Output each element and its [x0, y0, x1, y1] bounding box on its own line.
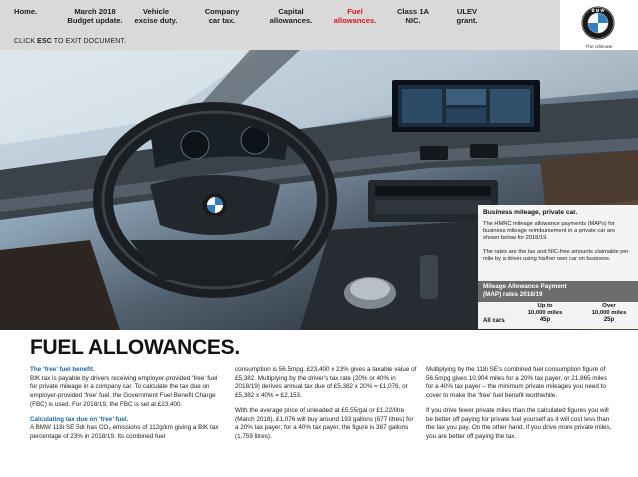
section-heading: Calculating tax due on ‘free’ fuel. [30, 415, 129, 423]
nav-ulev-grant[interactable]: ULEV grant. [456, 7, 478, 25]
rate-value: 25p [603, 317, 615, 323]
body-text: With the average price of unleaded at £5.55/gal or £1.22/litre (March 2018), £1,076 will buy around 193 gallons (877 litres) for a 20% tax payer; for a 40% tax payer, the figure is 387 gallons (1,759 litres). [235, 406, 414, 440]
rate-table-title: Mileage Allowance Payment (MAP) rates 2018/19 [483, 283, 567, 298]
body-text: If you drive fewer private miles than the calculated figures you will be better off paying for private fuel yourself as it will cost less than the tax you pay. On the other hand, if you drive more private miles, you are better off paying the tax. [426, 406, 612, 440]
page-title: FUEL ALLOWANCES. [30, 336, 240, 359]
nav-company-car-tax[interactable]: Company car tax. [204, 7, 240, 25]
body-text: BIK tax is payable by drivers receiving employer-provided ‘free’ fuel for private mileage in a company car. To calculate the tax due on employer-provided ‘free’ fuel, the Government Fuel Benefit Charge (FBC) is used. For 2018/19, the FBC is set at £23,400. [30, 374, 218, 408]
rate-column-header: Up to 10,000 miles [527, 303, 563, 316]
rate-row-label: All cars [483, 318, 505, 324]
card-paragraph: The rates are the tax and NIC-free amounts claimable per mile by a driver using his/her own car on business. [483, 249, 629, 262]
brand-tagline: The Ultimate [585, 45, 613, 50]
text-column [426, 366, 616, 448]
nav-class-1a-nic[interactable]: Class 1A NIC. [396, 7, 430, 25]
nav-capital-allowances[interactable]: Capital allowances. [269, 7, 313, 25]
rate-column-header: Over 10,000 miles [591, 303, 627, 316]
body-text: Multiplying by the 118i SE's combined fuel consumption figure of 56.5mpg gives 10,904 miles for a 20% tax payer, or 21,865 miles for a 40% tax payer – the minimum private mileages you need to cover to make the ‘free’ fuel benefit worthwhile. [426, 366, 607, 400]
section-heading: The ‘free’ fuel benefit. [30, 366, 95, 373]
rate-value: 45p [539, 317, 551, 323]
body-text: A BMW 118i SE 5dr has CO₂ emissions of 112g/km giving a BIK tax percentage of 23% in 2018/19. Its combined fuel [30, 424, 219, 440]
svg-text:B M W: B M W [591, 8, 605, 14]
bmw-roundel-icon [581, 6, 615, 40]
card-title: Business mileage, private car. [483, 209, 578, 216]
nav-fuel-allowances[interactable]: Fuel allowances. [333, 7, 377, 25]
text-column [235, 366, 418, 448]
esc-notice: CLICK ESC TO EXIT DOCUMENT. [14, 38, 127, 45]
card-paragraph: The HMRC mileage allowance payments (MAPs) for business mileage reimbursement in a private car are shown below for 2018/19. [483, 221, 616, 241]
nav-budget-update[interactable]: March 2018 Budget update. [67, 7, 123, 25]
nav-home[interactable]: Home. [14, 7, 38, 16]
text-column [30, 366, 226, 448]
body-text: consumption is 56.5mpg. £23,400 x 23% gives a taxable value of £5,382. Multiplying by the driver's tax rate (20% or 40% in 2018/19) derives annual tax due of £5,382 x 20% = £1,076, or £5,382 x 40% = £2,153. [235, 366, 417, 400]
nav-vehicle-excise-duty[interactable]: Vehicle excise duty. [134, 7, 178, 25]
